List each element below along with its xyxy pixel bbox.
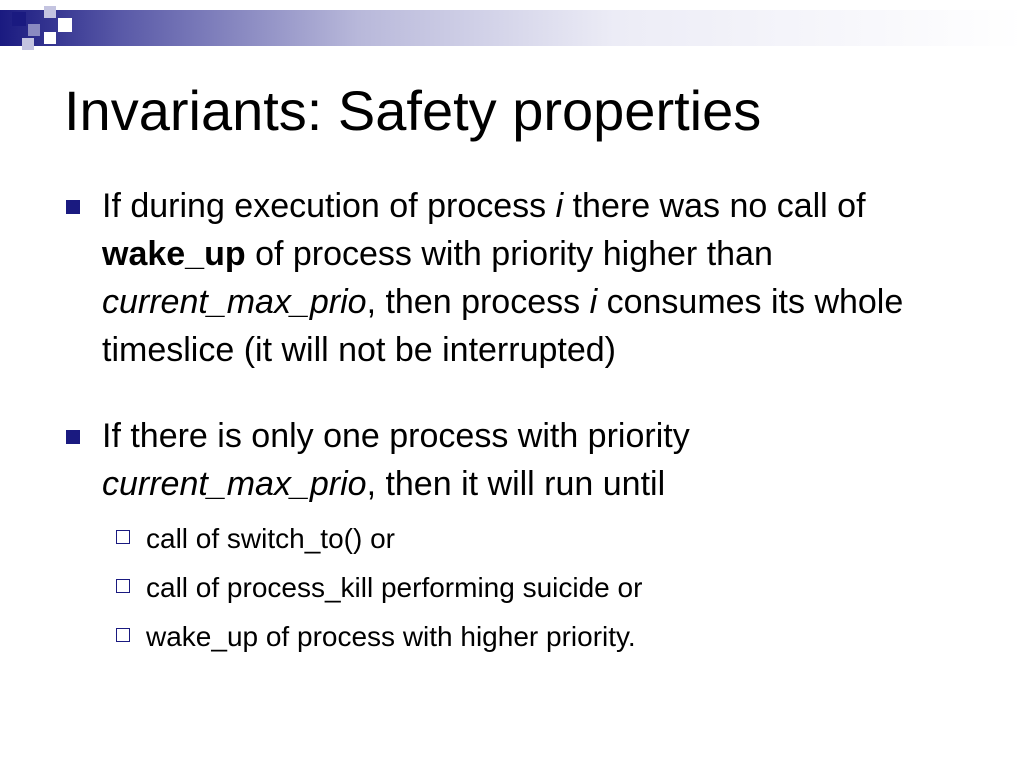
corner-square — [58, 18, 72, 32]
bullet-text-italic: i — [555, 187, 564, 225]
sub-bullet-text: call of process_kill performing suicide or — [146, 572, 643, 603]
bullet-text: there was no call of — [563, 187, 866, 225]
bullet-text: , then it will run until — [366, 465, 666, 503]
corner-square — [44, 32, 56, 44]
sub-bullet-item — [102, 514, 984, 563]
sub-bullet-item — [102, 612, 984, 661]
header-gradient-bar — [0, 10, 1024, 46]
bullet-text: of process with priority higher than — [245, 235, 773, 273]
hollow-square-bullet-icon — [116, 530, 130, 544]
bullet-item — [0, 182, 1024, 374]
bullet-text-italic: current_max_prio — [102, 283, 367, 321]
square-bullet-icon — [66, 200, 80, 214]
sub-bullet-list — [102, 514, 984, 661]
sub-bullet-item — [102, 563, 984, 612]
hollow-square-bullet-icon — [116, 579, 130, 593]
square-bullet-icon — [66, 430, 80, 444]
corner-square — [12, 12, 26, 26]
bullet-text-bold: wake_up — [102, 235, 246, 273]
sub-bullet-text: call of switch_to() or — [146, 523, 395, 554]
bullet-text-italic: i — [589, 283, 598, 321]
corner-square — [28, 24, 40, 36]
slide-title: Invariants: Safety properties — [64, 79, 762, 142]
bullet-text-italic: current_max_prio — [102, 465, 367, 503]
corner-square — [44, 6, 56, 18]
bullet-text: If during execution of process — [102, 187, 556, 225]
bullet-list — [0, 182, 1024, 661]
bullet-text: consumes its whole timeslice (it will not be interrupted) — [102, 283, 904, 369]
bullet-item — [0, 412, 1024, 661]
sub-bullet-text: wake_up of process with higher priority. — [146, 621, 636, 652]
corner-square — [22, 38, 34, 50]
hollow-square-bullet-icon — [116, 628, 130, 642]
bullet-text: If there is only one process with priority — [102, 417, 690, 455]
bullet-text: , then process — [366, 283, 590, 321]
